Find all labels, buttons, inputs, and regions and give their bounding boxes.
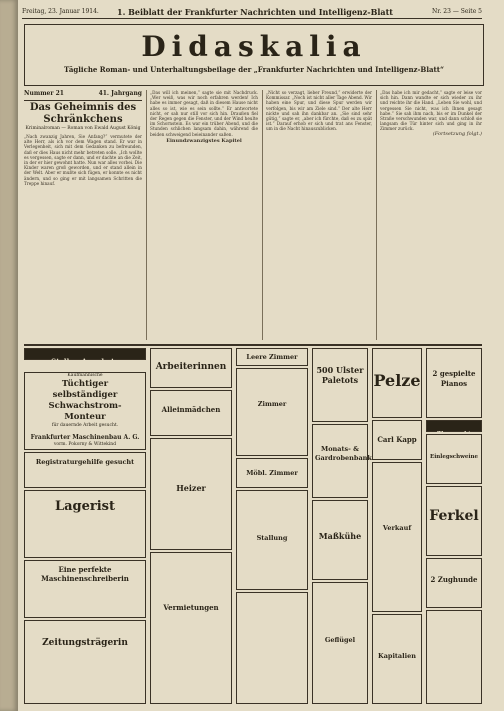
masthead (24, 24, 484, 86)
ad-lagerist (24, 490, 146, 558)
ad-pelze (372, 348, 422, 418)
ad-zughunde (426, 558, 482, 608)
column-text: „Nicht so verzagt, lieber Freund,“ erwiderte der Kommissar. „Noch ist nicht aller Tage Abend. Wir haben eine Spur, und diese Spur werden wir verfolgen, bis wir am Ziele sind.“ Der alte Herr nickte und sah ihn dankbar an. „Sie sind sehr gütig,“ sagte er, „aber ich fürchte, daß es zu spät ist.“ Darauf erhob er sich und trat ans Fenster, um in die Nacht hinauszublicken. (266, 90, 372, 132)
ad-einlegschweine (426, 434, 482, 484)
ad-headline: Verkauf (382, 524, 412, 532)
ad-section-title: Tiermarkt (436, 431, 472, 438)
ad-heizer (150, 438, 232, 550)
column-text: „Das habe ich mir gedacht,“ sagte er leise vor sich hin. Dann wandte er sich wieder zu ihr und reichte ihr die Hand. „Leben Sie wohl, und vergessen Sie nicht, was ich Ihnen gesagt habe.“ Sie sah ihm nach, bis er im Dunkel der Straße verschwunden war, und dann schloß sie langsam die Tür hinter sich und ging in ihr Zimmer zurück. (380, 90, 482, 132)
ad-body: für dauernde Arbeit gesucht. (51, 423, 119, 428)
ad-headline: Registraturgehilfe gesucht (35, 458, 135, 466)
ad-column-4 (312, 348, 372, 706)
ad-vermietungen (150, 552, 232, 704)
article-column-1 (24, 134, 142, 340)
column-rule (376, 90, 377, 340)
story-meta: Kriminalroman — Roman von Ewald August König (25, 126, 141, 131)
ad-headline: Maßkühe (318, 531, 362, 541)
ad-moebl-zimmer (236, 458, 308, 488)
running-head (22, 6, 482, 19)
issue-line (24, 90, 142, 101)
article-column-3 (266, 90, 372, 340)
classified-ads (24, 344, 482, 708)
masthead-title: Didaskalia (141, 30, 367, 63)
ad-registratur (24, 452, 146, 488)
ad-headline: Einlegschweine (430, 454, 478, 460)
ad-headline: Leere Zimmer (246, 353, 298, 361)
running-head-page: Nr. 23 — Seite 5 (432, 8, 482, 15)
ad-carl-kapp (372, 420, 422, 460)
ad-section-header (24, 348, 146, 366)
ad-headline: Stallung (256, 534, 288, 542)
ad-headline: Eine perfekte Maschinenschreiberin (41, 565, 129, 583)
masthead-subtitle: Tägliche Roman- und Unterhaltungsbeilage der „Frankfurter Nachrichten und Intelligenz-Blatt“ (63, 65, 445, 74)
ad-headline: Arbeiterinnen (155, 362, 227, 372)
ad-block (426, 610, 482, 704)
ad-masskuehe (312, 500, 368, 580)
ad-headline: Ferkel (429, 508, 479, 524)
running-head-date: Freitag, 23. Januar 1914. (22, 8, 99, 15)
ad-block (236, 592, 308, 704)
issue-year: 41. Jahrgang (98, 90, 142, 97)
ad-headline: Pelze (373, 371, 421, 390)
article-column-2 (150, 90, 258, 340)
ad-headline: Zimmer (257, 400, 287, 408)
binding-gutter (0, 0, 18, 711)
ad-monats (312, 424, 372, 498)
story-title: Das Geheimnis des Schränkchens (29, 102, 137, 125)
ad-headline: 2 gespielte Pianos (432, 369, 476, 388)
ad-headline: Monats- & Gardrobenbank (315, 445, 372, 462)
article-column-4 (380, 90, 482, 340)
serial-article (24, 90, 482, 340)
ad-arbeiterinnen (150, 348, 232, 388)
ad-gefluegel (312, 582, 368, 704)
ad-subsection-title: Kaufmännische (67, 373, 103, 378)
ad-headline: Alleinmädchen (161, 405, 221, 414)
ad-subsection (24, 361, 146, 378)
ad-section-header (426, 420, 482, 438)
ad-headline: Möbl. Zimmer (246, 469, 298, 477)
ad-ferkel (426, 486, 482, 556)
ad-stallung (236, 490, 308, 590)
ad-kapitalien (372, 614, 422, 704)
ad-headline: Geflügel (324, 636, 356, 644)
ad-zeitungstraegerin (24, 620, 146, 704)
ad-headline: Heizer (176, 483, 206, 493)
ad-body (427, 611, 481, 613)
ad-schwachstrom (24, 372, 146, 450)
column-text: „Nach zwanzig Jahren, Sie Anfang?“ vermutete der alte Herr, als ich vor dem Wagen stand. Er war in Verlegenheit, sich mit dem Gedanken zu befreunden, daß er dies Haus nicht mehr betreten solle. „Ich wollte es vergessen, sagte er dann, und er dachte an die Zeit, in der er hier gewohnt hatte. Nun war alles vorbei. Die Kinder waren groß geworden, und er stand allein in der Welt. Aber er mußte sich fügen, er konnte es nicht ändern, und so ging er mit langsamen Schritten die Treppe hinauf. (24, 134, 142, 186)
ad-company: Frankfurter Maschinenbau A. G. (30, 433, 140, 441)
ad-pianos (426, 348, 482, 418)
story-signoff: (Fortsetzung folgt.) (432, 130, 482, 137)
ad-zimmer (236, 368, 308, 456)
ad-ulster (312, 348, 368, 422)
ad-headline: Zeitungsträgerin (42, 638, 128, 648)
running-head-title: 1. Beiblatt der Frankfurter Nachrichten und Intelligenz-Blatt (117, 7, 393, 17)
ad-column-5 (372, 348, 422, 706)
ad-section-title: Stellen-Angebote (51, 357, 119, 366)
ad-column-2 (150, 348, 232, 706)
ad-headline: Lagerist (54, 499, 116, 514)
ad-maschinenschreiberin (24, 560, 146, 618)
ad-column-3 (236, 348, 308, 706)
ad-column-6 (426, 348, 482, 706)
ad-alleinmaedchen (150, 390, 232, 436)
issue-number: Nummer 21 (24, 90, 64, 97)
ad-headline: Carl Kapp (377, 435, 417, 444)
column-rule (146, 90, 147, 340)
ad-body (237, 593, 307, 595)
ad-headline: Kapitalien (378, 652, 416, 660)
column-rule (262, 90, 263, 340)
ad-headline: 2 Zughunde (430, 575, 478, 584)
ad-body: vorm. Pokorny & Wittekind (53, 441, 117, 447)
ad-headline: Vermietungen (163, 603, 219, 612)
ad-verkauf (372, 462, 422, 612)
column-text: „Das will ich meinen,“ sagte sie mit Nachdruck. „Wer weiß, was wir noch erfahren werden! Ich habe es immer gesagt, daß in diesem Hause nicht alles so ist, wie es sein sollte.“ Er antwortete nicht, er sah nur still vor sich hin. Draußen fiel der Regen gegen die Fenster, und der Wind heulte im Schornstein. Es war ein trüber Abend, und die Stunden schlichen langsam dahin, während die beiden schweigend beieinander saßen. (150, 90, 258, 137)
story-heading (24, 102, 142, 132)
ad-headline: 500 Ulster Paletots (316, 365, 364, 385)
ad-headline: Tüchtiger selbständiger Schwachstrom-Monteur (48, 379, 122, 422)
ad-column-1 (24, 348, 146, 706)
ad-leere-zimmer (236, 348, 308, 366)
chapter-heading: Einundzwanzigstes Kapitel (166, 137, 242, 144)
